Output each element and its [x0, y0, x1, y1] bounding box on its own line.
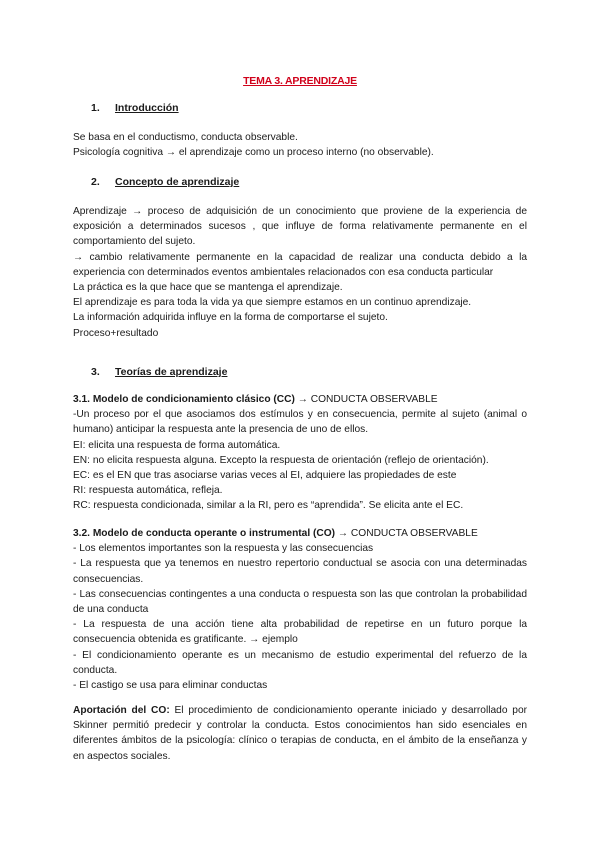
paragraph: → cambio relativamente permanente en la capacidad de realizar una conducta debido a la experiencia con determinados eventos ambientales relacionados con esa conducta particular [73, 251, 527, 278]
section-heading-3 [91, 366, 227, 378]
paragraph: RC: respuesta condicionada, similar a la RI, pero es “aprendida”. Se elicita ante el EC. [73, 500, 464, 512]
cc-block [73, 392, 527, 514]
section-number: 3. [91, 366, 100, 378]
paragraph: EC: es el EN que tras asociarse varias veces al EI, adquiere las propiedades de este [73, 470, 457, 482]
paragraph: EN: no elicita respuesta alguna. Excepto la respuesta de orientación (reflejo de orientación). [73, 454, 489, 466]
intro-block [73, 130, 527, 160]
section-title: Concepto de aprendizaje [115, 176, 240, 188]
co-block [73, 526, 527, 693]
paragraph: Proceso+resultado [73, 327, 159, 339]
paragraph: Aprendizaje → proceso de adquisición de un conocimiento que proviene de la experiencia de exposición a determinados sucesos , que influye de forma relativamente permanente en el comportamiento del sujeto. [73, 206, 527, 248]
subsection-suffix: → CONDUCTA OBSERVABLE [294, 394, 438, 405]
section-heading-2 [91, 176, 239, 188]
section-heading-1 [91, 102, 179, 114]
section-title: Teorías de aprendizaje [115, 366, 228, 378]
paragraph: La práctica es la que hace que se mantenga el aprendizaje. [73, 282, 343, 294]
paragraph: EI: elicita una respuesta de forma automática. [73, 439, 281, 451]
aportacion-block [73, 703, 527, 764]
concepto-block [73, 204, 527, 341]
section-title: Introducción [115, 102, 179, 114]
aportacion-label: Aportación del CO: [73, 705, 170, 716]
paragraph: Se basa en el conductismo, conducta observable. [73, 132, 298, 143]
paragraph: - El castigo se usa para eliminar conductas [73, 680, 268, 692]
subsection-heading [73, 526, 527, 541]
paragraph: - La respuesta de una acción tiene alta probabilidad de repetirse en un futuro porque la consecuencia obtenida es gratificante. → ejemplo [73, 619, 527, 646]
section-number: 1. [91, 102, 100, 114]
paragraph: - Las consecuencias contingentes a una conducta o respuesta son las que controlan la probabilidad de una conducta [73, 588, 527, 616]
paragraph: El aprendizaje es para toda la vida ya que siempre estamos en un continuo aprendizaje. [73, 297, 472, 309]
paragraph: La información adquirida influye en la forma de comportarse el sujeto. [73, 312, 388, 324]
paragraph: - La respuesta que ya tenemos en nuestro repertorio conductual se asocia con una determinadas consecuencias. [73, 558, 527, 585]
paragraph: Psicología cognitiva → el aprendizaje como un proceso interno (no observable). [73, 147, 434, 159]
paragraph: - El condicionamiento operante es un mecanismo de estudio experimental del refuerzo de la conducta. [73, 649, 527, 676]
section-number: 2. [91, 176, 100, 188]
subsection-title: 3.2. Modelo de conducta operante o instrumental (CO) [73, 528, 336, 539]
paragraph: - Los elementos importantes son la respuesta y las consecuencias [73, 543, 374, 555]
paragraph: -Un proceso por el que asociamos dos estímulos y en consecuencia, permite al sujeto (animal o humano) anticipar la respuesta ante la presencia de uno de ellos. [73, 409, 527, 436]
paragraph: RI: respuesta automática, refleja. [73, 485, 223, 497]
aportacion-text: El procedimiento de condicionamiento operante iniciado y desarrollado por Skinner permitió predecir y controlar la conducta. Estos conocimientos han sido esenciales en diferentes ámbitos de la psicología: clínico o terapias de conducta, en el ámbito de la enseñanza y en aspectos sociales. [73, 705, 527, 762]
paragraph [73, 703, 527, 764]
subsection-heading [73, 392, 527, 407]
subsection-title: 3.1. Modelo de condicionamiento clásico (CC) [73, 394, 295, 405]
document-title: TEMA 3. APRENDIZAJE [243, 75, 357, 87]
subsection-suffix: → CONDUCTA OBSERVABLE [335, 528, 478, 539]
